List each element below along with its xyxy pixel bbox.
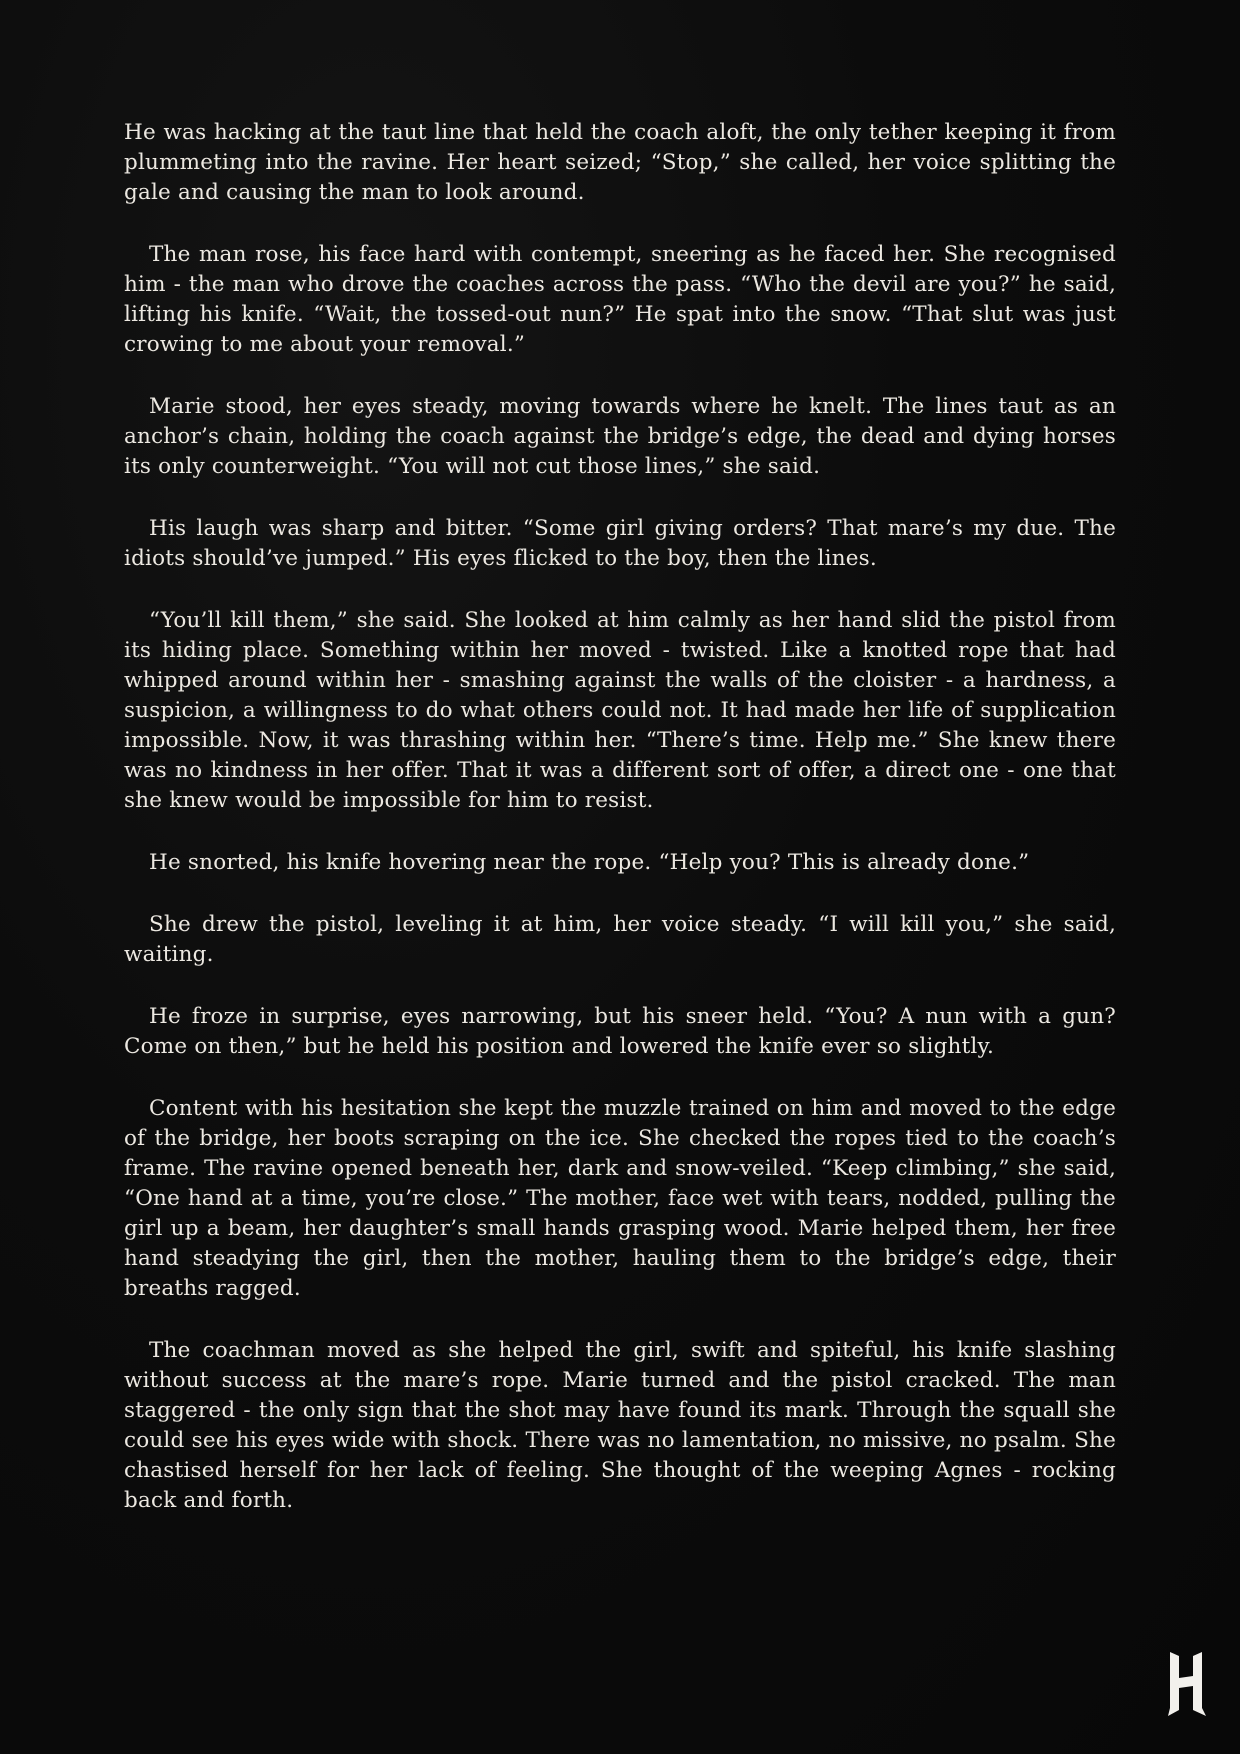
paragraph-4: His laugh was sharp and bitter. “Some girl giving orders? That mare’s my due. The idiots should’ve jumped.” His eyes flicked to the boy, then the lines. bbox=[124, 516, 1116, 571]
paragraph-10: The coachman moved as she helped the girl, swift and spiteful, his knife slashing without success at the mare’s rope. Marie turned and the pistol cracked. The man staggered - the only sign that the shot may have found its mark. Through the squall she could see his eyes wide with shock. There was no lamentation, no missive, no psalm. She chastised herself for her lack of feeling. She thought of the weeping Agnes - rocking back and forth. bbox=[124, 1338, 1116, 1513]
paragraph-3: Marie stood, her eyes steady, moving towards where he knelt. The lines taut as an anchor’s chain, holding the coach against the bridge’s edge, the dead and dying horses its only counterweight. “You will not cut those lines,” she said. bbox=[124, 394, 1116, 479]
paragraph-5: “You’ll kill them,” she said. She looked at him calmly as her hand slid the pistol from its hiding place. Something within her moved - twisted. Like a knotted rope that had whipped around within her - smashing against the walls of the cloister - a hardness, a suspicion, a willingness to do what others could not. It had made her life of supplication impossible. Now, it was thrashing within her. “There’s time. Help me.” She knew there was no kindness in her offer. That it was a different sort of offer, a direct one - one that she knew would be impossible for him to resist. bbox=[124, 608, 1116, 813]
paragraph-1: He was hacking at the taut line that held the coach aloft, the only tether keeping it from plummeting into the ravine. Her heart seized; “Stop,” she called, her voice splitting the gale and causing the man to look around. bbox=[124, 120, 1116, 205]
paragraph-9: Content with his hesitation she kept the muzzle trained on him and moved to the edge of the bridge, her boots scraping on the ice. She checked the ropes tied to the coach’s frame. The ravine opened beneath her, dark and snow-veiled. “Keep climbing,” she said, “One hand at a time, you’re close.” The mother, face wet with tears, nodded, pulling the girl up a beam, her daughter’s small hands grasping wood. Marie helped them, her free hand steadying the girl, then the mother, hauling them to the bridge’s edge, their breaths ragged. bbox=[124, 1096, 1116, 1301]
paragraph-2: The man rose, his face hard with contempt, sneering as he faced her. She recognised him - the man who drove the coaches across the pass. “Who the devil are you?” he said, lifting his knife. “Wait, the tossed-out nun?” He spat into the snow. “That slut was just crowing to me about your removal.” bbox=[124, 242, 1116, 357]
paragraph-8: He froze in surprise, eyes narrowing, but his sneer held. “You? A nun with a gun? Come on then,” but he held his position and lowered the knife ever so slightly. bbox=[124, 1004, 1116, 1059]
story-text bbox=[124, 118, 1116, 1548]
paragraph-7: She drew the pistol, leveling it at him, her voice steady. “I will kill you,” she said, waiting. bbox=[124, 912, 1116, 967]
h-monogram-icon bbox=[1166, 1650, 1206, 1718]
paragraph-6: He snorted, his knife hovering near the rope. “Help you? This is already done.” bbox=[149, 850, 1030, 875]
